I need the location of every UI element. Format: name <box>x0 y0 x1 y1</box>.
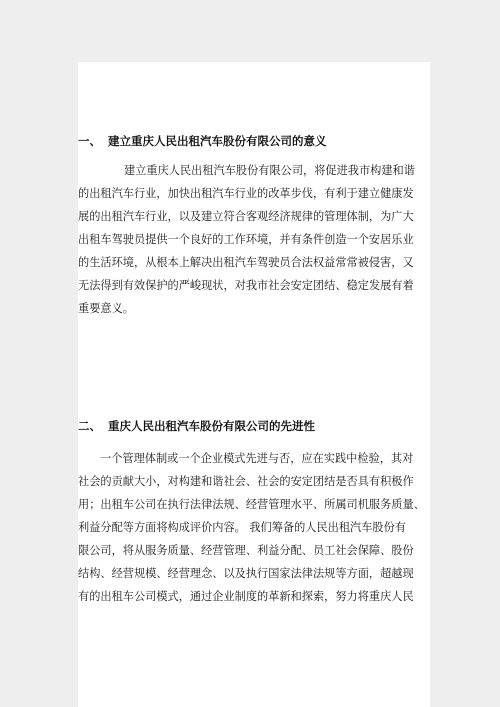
paragraph-line: 的生活环境，从根本上解决出租汽车驾驶员合法权益常常被侵害，又 <box>78 256 414 269</box>
section-2-paragraph <box>78 447 430 608</box>
section-title: 重庆人民出租汽车股份有限公司的先进性 <box>108 419 315 433</box>
paragraph-line: 建立重庆人民出租汽车股份有限公司，将促进我市构建和谐 <box>124 164 415 177</box>
section-number: 一、 <box>78 134 101 148</box>
section-number: 二、 <box>78 419 101 433</box>
paragraph-line: 限公司，将从服务质量、经营管理、利益分配、员工社会保障、股份 <box>78 544 414 557</box>
paragraph-line: 重要意义。 <box>78 302 134 315</box>
section-heading-1 <box>78 133 430 149</box>
paragraph-line: 有的出租车公司模式，通过企业制度的革新和探索，努力将重庆人民 <box>78 590 414 603</box>
paragraph-line: 无法得到有效保护的严峻现状，对我市社会安定团结、稳定发展有着 <box>78 279 414 292</box>
paragraph-line: 社会的贡献大小，对构建和谐社会、社会的安定团结是否具有积极作 <box>78 475 414 488</box>
paragraph-line: 展的出租汽车行业，以及建立符合客观经济规律的管理体制，为广大 <box>78 210 414 223</box>
section-1-paragraph <box>78 159 430 320</box>
paragraph-line: 用；出租车公司在执行法律法规、经营管理水平、所属司机服务质量、 <box>78 498 425 511</box>
section-title: 建立重庆人民出租汽车股份有限公司的意义 <box>108 134 327 148</box>
section-heading-2 <box>78 418 430 434</box>
paragraph-line: 一个管理体制或一个企业模式先进与否，应在实践中检验，其对 <box>100 452 414 465</box>
paragraph-line: 出租车驾驶员提供一个良好的工作环境，并有条件创造一个安居乐业 <box>78 233 414 246</box>
paragraph-line: 的出租汽车行业，加快出租汽车行业的改革步伐，有利于建立健康发 <box>78 187 414 200</box>
document-page <box>78 62 430 707</box>
paragraph-line: 利益分配等方面将构成评价内容。 我们筹备的人民出租汽车股份有 <box>78 521 406 534</box>
paragraph-line: 结构、经营规模、经营理念、以及执行国家法律法规等方面，超越现 <box>78 567 414 580</box>
